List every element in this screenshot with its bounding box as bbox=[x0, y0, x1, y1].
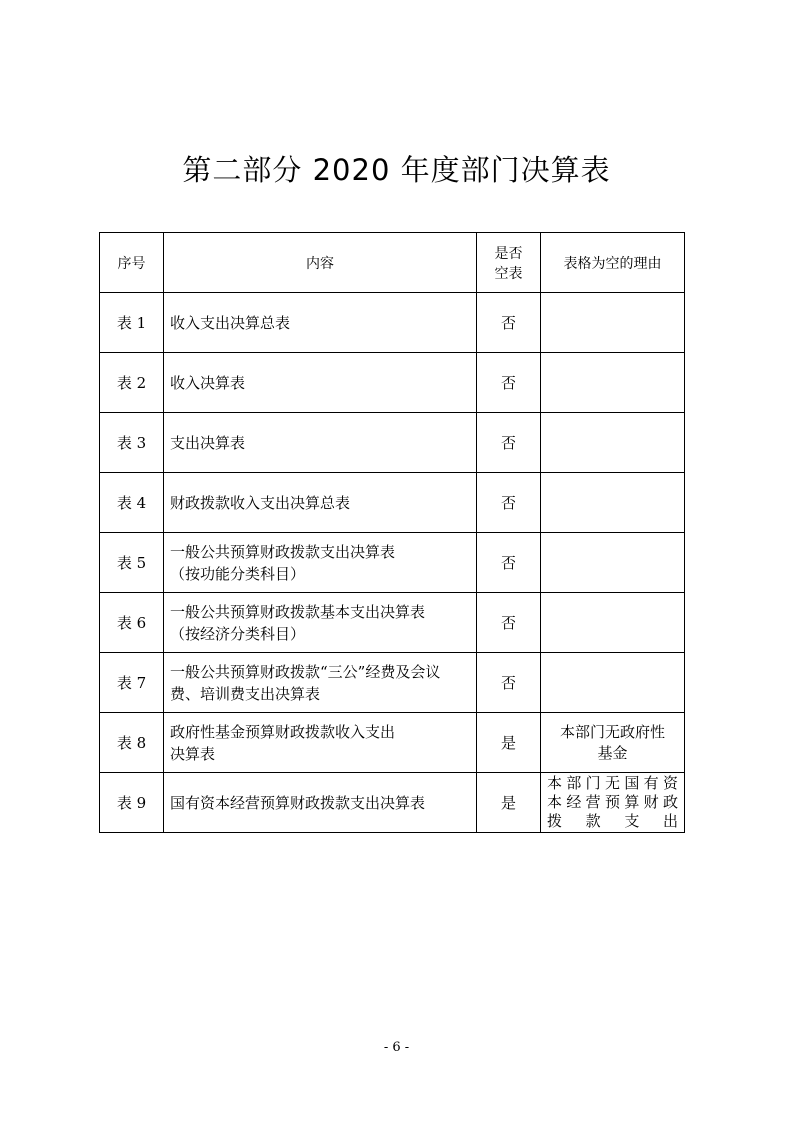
header-is-empty-line-1: 是否 bbox=[494, 245, 523, 262]
row-content bbox=[164, 593, 477, 653]
row-reason-line: 基金 bbox=[597, 743, 628, 762]
row-content bbox=[164, 353, 477, 413]
row-reason bbox=[541, 773, 685, 833]
row-content-line: 费、培训费支出决算表 bbox=[170, 684, 321, 703]
row-reason bbox=[541, 653, 685, 713]
row-content-line: （按经济分类科目） bbox=[170, 624, 306, 643]
table-row bbox=[100, 413, 685, 473]
row-reason-line: 本部门无政府性 bbox=[559, 722, 665, 741]
row-id: 表 4 bbox=[100, 473, 164, 533]
row-reason bbox=[541, 533, 685, 593]
row-is-empty: 是 bbox=[477, 773, 541, 833]
row-content bbox=[164, 473, 477, 533]
header-id: 序号 bbox=[100, 233, 164, 293]
row-is-empty: 是 bbox=[477, 713, 541, 773]
row-content bbox=[164, 533, 477, 593]
table-row bbox=[100, 713, 685, 773]
row-content-line: 政府性基金预算财政拨款收入支出 bbox=[170, 722, 396, 741]
header-is-empty-line-2: 空表 bbox=[494, 265, 523, 282]
row-content bbox=[164, 413, 477, 473]
table-row bbox=[100, 773, 685, 833]
page-number: - 6 - bbox=[383, 1040, 410, 1055]
row-is-empty: 否 bbox=[477, 593, 541, 653]
row-content bbox=[164, 293, 477, 353]
table-row bbox=[100, 593, 685, 653]
row-content-line: 收入支出决算总表 bbox=[170, 313, 291, 332]
row-is-empty: 否 bbox=[477, 293, 541, 353]
row-id: 表 3 bbox=[100, 413, 164, 473]
header-is-empty bbox=[477, 233, 541, 293]
row-content-line: 一般公共预算财政拨款基本支出决算表 bbox=[170, 602, 426, 621]
row-id: 表 5 bbox=[100, 533, 164, 593]
row-is-empty: 否 bbox=[477, 653, 541, 713]
row-reason bbox=[541, 413, 685, 473]
row-content bbox=[164, 653, 477, 713]
budget-tables-list bbox=[99, 232, 685, 833]
row-reason-line: 本部门无国有资 bbox=[547, 774, 678, 792]
table-row bbox=[100, 533, 685, 593]
row-id: 表 7 bbox=[100, 653, 164, 713]
table-row bbox=[100, 473, 685, 533]
row-content-line: 决算表 bbox=[170, 744, 216, 763]
table-body bbox=[100, 293, 685, 833]
table-row bbox=[100, 653, 685, 713]
table-row bbox=[100, 353, 685, 413]
row-reason bbox=[541, 473, 685, 533]
table-row bbox=[100, 293, 685, 353]
row-content bbox=[164, 773, 477, 833]
row-is-empty: 否 bbox=[477, 413, 541, 473]
row-reason-line: 拨款支出 bbox=[547, 812, 678, 830]
row-is-empty: 否 bbox=[477, 533, 541, 593]
row-content-line: 财政拨款收入支出决算总表 bbox=[170, 493, 351, 512]
row-content-line: 收入决算表 bbox=[170, 373, 246, 392]
header-reason: 表格为空的理由 bbox=[541, 233, 685, 293]
row-content-line: 国有资本经营预算财政拨款支出决算表 bbox=[170, 793, 426, 812]
row-reason-line: 本经营预算财政 bbox=[547, 793, 678, 811]
row-is-empty: 否 bbox=[477, 473, 541, 533]
row-id: 表 2 bbox=[100, 353, 164, 413]
row-reason bbox=[541, 293, 685, 353]
row-id: 表 9 bbox=[100, 773, 164, 833]
row-content bbox=[164, 713, 477, 773]
row-content-line: （按功能分类科目） bbox=[170, 564, 306, 583]
row-content-line: 支出决算表 bbox=[170, 433, 246, 452]
row-content-line: 一般公共预算财政拨款“三公”经费及会议 bbox=[170, 662, 441, 681]
row-reason bbox=[541, 713, 685, 773]
row-reason bbox=[541, 353, 685, 413]
row-id: 表 1 bbox=[100, 293, 164, 353]
row-id: 表 8 bbox=[100, 713, 164, 773]
row-is-empty: 否 bbox=[477, 353, 541, 413]
row-id: 表 6 bbox=[100, 593, 164, 653]
header-content: 内容 bbox=[164, 233, 477, 293]
table-header-row bbox=[100, 233, 685, 293]
page-title: 第二部分 2020 年度部门决算表 bbox=[182, 153, 611, 187]
row-content-line: 一般公共预算财政拨款支出决算表 bbox=[170, 542, 396, 561]
row-reason bbox=[541, 593, 685, 653]
